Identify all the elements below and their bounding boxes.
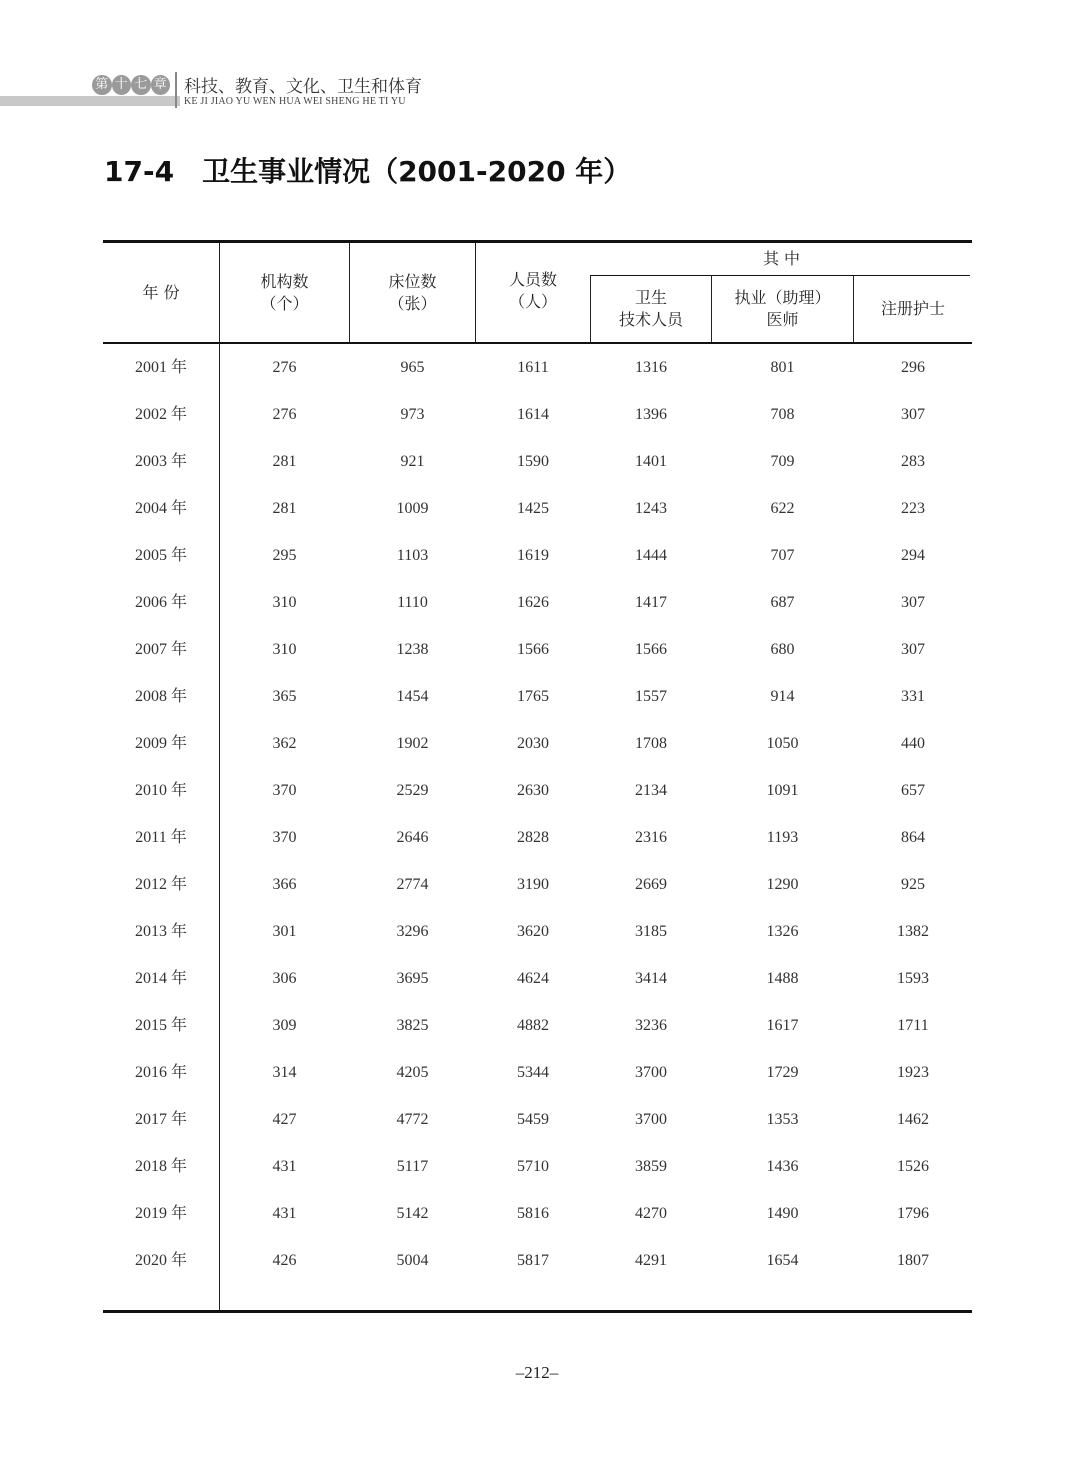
cell-nurses: 1526: [897, 1158, 929, 1175]
table-row: [103, 814, 972, 861]
chapter-badge-char: 十: [112, 75, 132, 95]
cell-health-tech: 3185: [635, 923, 667, 940]
chapter-badge-char: 第: [92, 75, 112, 95]
cell-beds: 973: [400, 406, 425, 423]
header-among-label: 其 中: [762, 249, 801, 268]
cell-institutions: 306: [272, 970, 297, 987]
cell-year: 2001 年: [134, 359, 187, 376]
cell-personnel: 1619: [517, 547, 549, 564]
cell-personnel: 3620: [517, 923, 549, 940]
cell-institutions: 301: [272, 923, 297, 940]
cell-personnel: 2828: [517, 829, 549, 846]
header-year-label: 年 份: [142, 282, 180, 302]
cell-beds: 5142: [396, 1205, 429, 1222]
cell-nurses: 1711: [897, 1017, 929, 1034]
table-row: [103, 767, 972, 814]
cell-health-tech: 3859: [635, 1158, 667, 1175]
table-row: [103, 344, 972, 391]
cell-doctors: 1050: [766, 735, 799, 752]
table-row: [103, 1049, 972, 1096]
cell-doctors: 1326: [766, 923, 799, 940]
cell-year: 2015 年: [134, 1017, 187, 1034]
cell-personnel: 5459: [517, 1111, 549, 1128]
cell-year: 2005 年: [134, 547, 187, 564]
cell-beds: 3296: [396, 923, 429, 940]
cell-beds: 2529: [396, 782, 429, 799]
cell-health-tech: 1557: [635, 688, 667, 705]
table-row: [103, 1002, 972, 1049]
table-row: [103, 485, 972, 532]
cell-health-tech: 1566: [635, 641, 667, 658]
cell-personnel: 1626: [517, 594, 549, 611]
cell-year: 2011 年: [135, 829, 187, 846]
cell-beds: 3695: [396, 970, 429, 987]
cell-beds: 921: [400, 453, 425, 470]
header-nurses-label: 注册护士: [880, 299, 945, 318]
cell-nurses: 294: [901, 547, 925, 564]
header-doctors-label-2: 医师: [766, 310, 799, 329]
cell-beds: 1103: [396, 547, 429, 564]
cell-beds: 1110: [397, 594, 428, 611]
table-row: [103, 532, 972, 579]
header-health-tech-label: 卫生: [634, 288, 667, 307]
header-health-tech: [591, 276, 711, 342]
cell-institutions: 295: [272, 547, 297, 564]
header-beds: [350, 243, 475, 342]
table-row: [103, 391, 972, 438]
header-nurses: [854, 276, 972, 342]
table-row: [103, 579, 972, 626]
cell-health-tech: 3700: [635, 1064, 667, 1081]
cell-nurses: 440: [901, 735, 925, 752]
table-row: [103, 1190, 972, 1237]
cell-year: 2007 年: [134, 641, 187, 658]
cell-nurses: 1807: [897, 1252, 929, 1269]
cell-institutions: 426: [272, 1252, 297, 1269]
cell-year: 2016 年: [134, 1064, 187, 1081]
cell-nurses: 223: [901, 500, 925, 517]
cell-nurses: 307: [901, 406, 925, 423]
table-title: 17-4 卫生事业情况（2001-2020 年）: [104, 155, 632, 188]
cell-health-tech: 4270: [635, 1205, 667, 1222]
cell-beds: 4205: [396, 1064, 429, 1081]
cell-year: 2002 年: [134, 406, 187, 423]
cell-doctors: 680: [770, 641, 795, 658]
header-personnel: [476, 243, 590, 342]
cell-health-tech: 1316: [635, 359, 667, 376]
cell-health-tech: 2669: [635, 876, 667, 893]
cell-nurses: 657: [901, 782, 925, 799]
header-year: [103, 243, 219, 342]
cell-personnel: 4882: [517, 1017, 549, 1034]
table-row: [103, 955, 972, 1002]
cell-institutions: 362: [272, 735, 297, 752]
cell-nurses: 925: [901, 876, 925, 893]
cell-doctors: 709: [770, 453, 795, 470]
cell-beds: 3825: [396, 1017, 429, 1034]
cell-personnel: 2030: [517, 735, 549, 752]
cell-beds: 5117: [396, 1158, 429, 1175]
cell-beds: 1902: [396, 735, 429, 752]
cell-nurses: 864: [901, 829, 925, 846]
cell-institutions: 427: [272, 1111, 297, 1128]
cell-nurses: 1923: [897, 1064, 929, 1081]
cell-year: 2012 年: [134, 876, 187, 893]
cell-health-tech: 3414: [635, 970, 667, 987]
cell-doctors: 1617: [766, 1017, 799, 1034]
header-health-tech-label-2: 技术人员: [618, 310, 683, 329]
cell-year: 2003 年: [134, 453, 187, 470]
cell-year: 2006 年: [134, 594, 187, 611]
cell-institutions: 276: [272, 359, 297, 376]
header-separator: [175, 72, 177, 108]
table-row: [103, 626, 972, 673]
cell-institutions: 431: [272, 1158, 297, 1175]
cell-personnel: 5710: [517, 1158, 549, 1175]
header-institutions-unit: （个）: [260, 293, 309, 313]
table-row: [103, 438, 972, 485]
cell-nurses: 307: [901, 641, 925, 658]
cell-personnel: 1765: [517, 688, 549, 705]
cell-institutions: 314: [272, 1064, 297, 1081]
cell-personnel: 1611: [517, 359, 549, 376]
cell-doctors: 914: [770, 688, 795, 705]
cell-beds: 1238: [396, 641, 429, 658]
cell-year: 2009 年: [134, 735, 187, 752]
cell-doctors: 1353: [766, 1111, 799, 1128]
header-personnel-label: 人员数: [508, 270, 557, 289]
page-number: –212–: [515, 1363, 559, 1382]
cell-doctors: 1436: [766, 1158, 799, 1175]
cell-nurses: 296: [901, 359, 925, 376]
header-doctors-label: 执业（助理）: [734, 288, 831, 307]
table-row: [103, 861, 972, 908]
cell-doctors: 1488: [766, 970, 799, 987]
cell-year: 2017 年: [134, 1111, 187, 1128]
cell-institutions: 310: [272, 594, 297, 611]
table-row: [103, 720, 972, 767]
cell-beds: 5004: [396, 1252, 429, 1269]
cell-personnel: 1425: [517, 500, 549, 517]
cell-personnel: 1614: [517, 406, 549, 423]
cell-nurses: 1593: [897, 970, 929, 987]
chapter-badge: [92, 75, 170, 95]
cell-institutions: 365: [272, 688, 297, 705]
cell-year: 2014 年: [134, 970, 187, 987]
cell-year: 2004 年: [134, 500, 187, 517]
cell-nurses: 1382: [897, 923, 929, 940]
cell-health-tech: 1708: [635, 735, 667, 752]
table-row: [103, 1237, 972, 1284]
cell-beds: 965: [400, 359, 425, 376]
table-row: [103, 673, 972, 720]
cell-doctors: 708: [770, 406, 795, 423]
cell-year: 2013 年: [134, 923, 187, 940]
cell-nurses: 1796: [897, 1205, 929, 1222]
cell-institutions: 370: [272, 829, 297, 846]
cell-health-tech: 1417: [635, 594, 667, 611]
cell-beds: 2646: [396, 829, 429, 846]
header-beds-label: 床位数: [388, 271, 437, 291]
cell-health-tech: 1401: [635, 453, 667, 470]
cell-personnel: 4624: [517, 970, 549, 987]
cell-institutions: 431: [272, 1205, 297, 1222]
cell-doctors: 1654: [766, 1252, 799, 1269]
chapter-badge-char: 七: [131, 75, 151, 95]
table-row: [103, 908, 972, 955]
cell-beds: 4772: [396, 1111, 429, 1128]
cell-institutions: 366: [272, 876, 297, 893]
cell-health-tech: 2134: [635, 782, 667, 799]
header-bar-decoration: [0, 96, 180, 106]
cell-doctors: 1290: [766, 876, 799, 893]
table-bottom-rule: [103, 1310, 972, 1313]
cell-doctors: 707: [770, 547, 795, 564]
cell-health-tech: 1444: [635, 547, 667, 564]
cell-institutions: 309: [272, 1017, 297, 1034]
header-among: [591, 243, 972, 275]
cell-beds: 2774: [396, 876, 429, 893]
cell-personnel: 1566: [517, 641, 549, 658]
header-personnel-unit: （人）: [508, 292, 557, 311]
cell-doctors: 801: [770, 359, 795, 376]
cell-institutions: 276: [272, 406, 297, 423]
header-doctors: [712, 276, 853, 342]
cell-nurses: 283: [901, 453, 925, 470]
cell-doctors: 1193: [766, 829, 799, 846]
header-institutions-label: 机构数: [260, 271, 309, 291]
cell-beds: 1454: [396, 688, 429, 705]
cell-nurses: 1462: [897, 1111, 929, 1128]
cell-year: 2010 年: [134, 782, 187, 799]
cell-health-tech: 3236: [635, 1017, 667, 1034]
cell-health-tech: 1396: [635, 406, 667, 423]
cell-personnel: 5816: [517, 1205, 549, 1222]
cell-institutions: 281: [272, 500, 297, 517]
cell-doctors: 1729: [766, 1064, 799, 1081]
chapter-badge-char: 章: [151, 75, 171, 95]
cell-institutions: 281: [272, 453, 297, 470]
cell-personnel: 1590: [517, 453, 549, 470]
cell-health-tech: 2316: [635, 829, 667, 846]
cell-institutions: 310: [272, 641, 297, 658]
cell-nurses: 307: [901, 594, 925, 611]
table-row: [103, 1096, 972, 1143]
cell-year: 2008 年: [134, 688, 187, 705]
cell-year: 2018 年: [134, 1158, 187, 1175]
cell-personnel: 3190: [517, 876, 549, 893]
cell-year: 2019 年: [134, 1205, 187, 1222]
cell-doctors: 687: [770, 594, 795, 611]
table-row: [103, 1143, 972, 1190]
chapter-title-cn: 科技、教育、文化、卫生和体育: [184, 77, 422, 97]
cell-health-tech: 3700: [635, 1111, 667, 1128]
cell-health-tech: 4291: [635, 1252, 667, 1269]
cell-doctors: 1091: [766, 782, 799, 799]
cell-nurses: 331: [901, 688, 925, 705]
health-statistics-table: [103, 240, 972, 1313]
cell-doctors: 622: [770, 500, 795, 517]
cell-doctors: 1490: [766, 1205, 799, 1222]
header-beds-unit: （张）: [388, 293, 437, 313]
cell-health-tech: 1243: [635, 500, 667, 517]
cell-personnel: 5344: [517, 1064, 549, 1081]
cell-personnel: 2630: [517, 782, 549, 799]
chapter-title-en: KE JI JIAO YU WEN HUA WEI SHENG HE TI YU: [184, 96, 406, 107]
cell-personnel: 5817: [517, 1252, 549, 1269]
cell-beds: 1009: [396, 500, 429, 517]
header-institutions: [220, 243, 349, 342]
cell-institutions: 370: [272, 782, 297, 799]
cell-year: 2020 年: [134, 1252, 187, 1269]
